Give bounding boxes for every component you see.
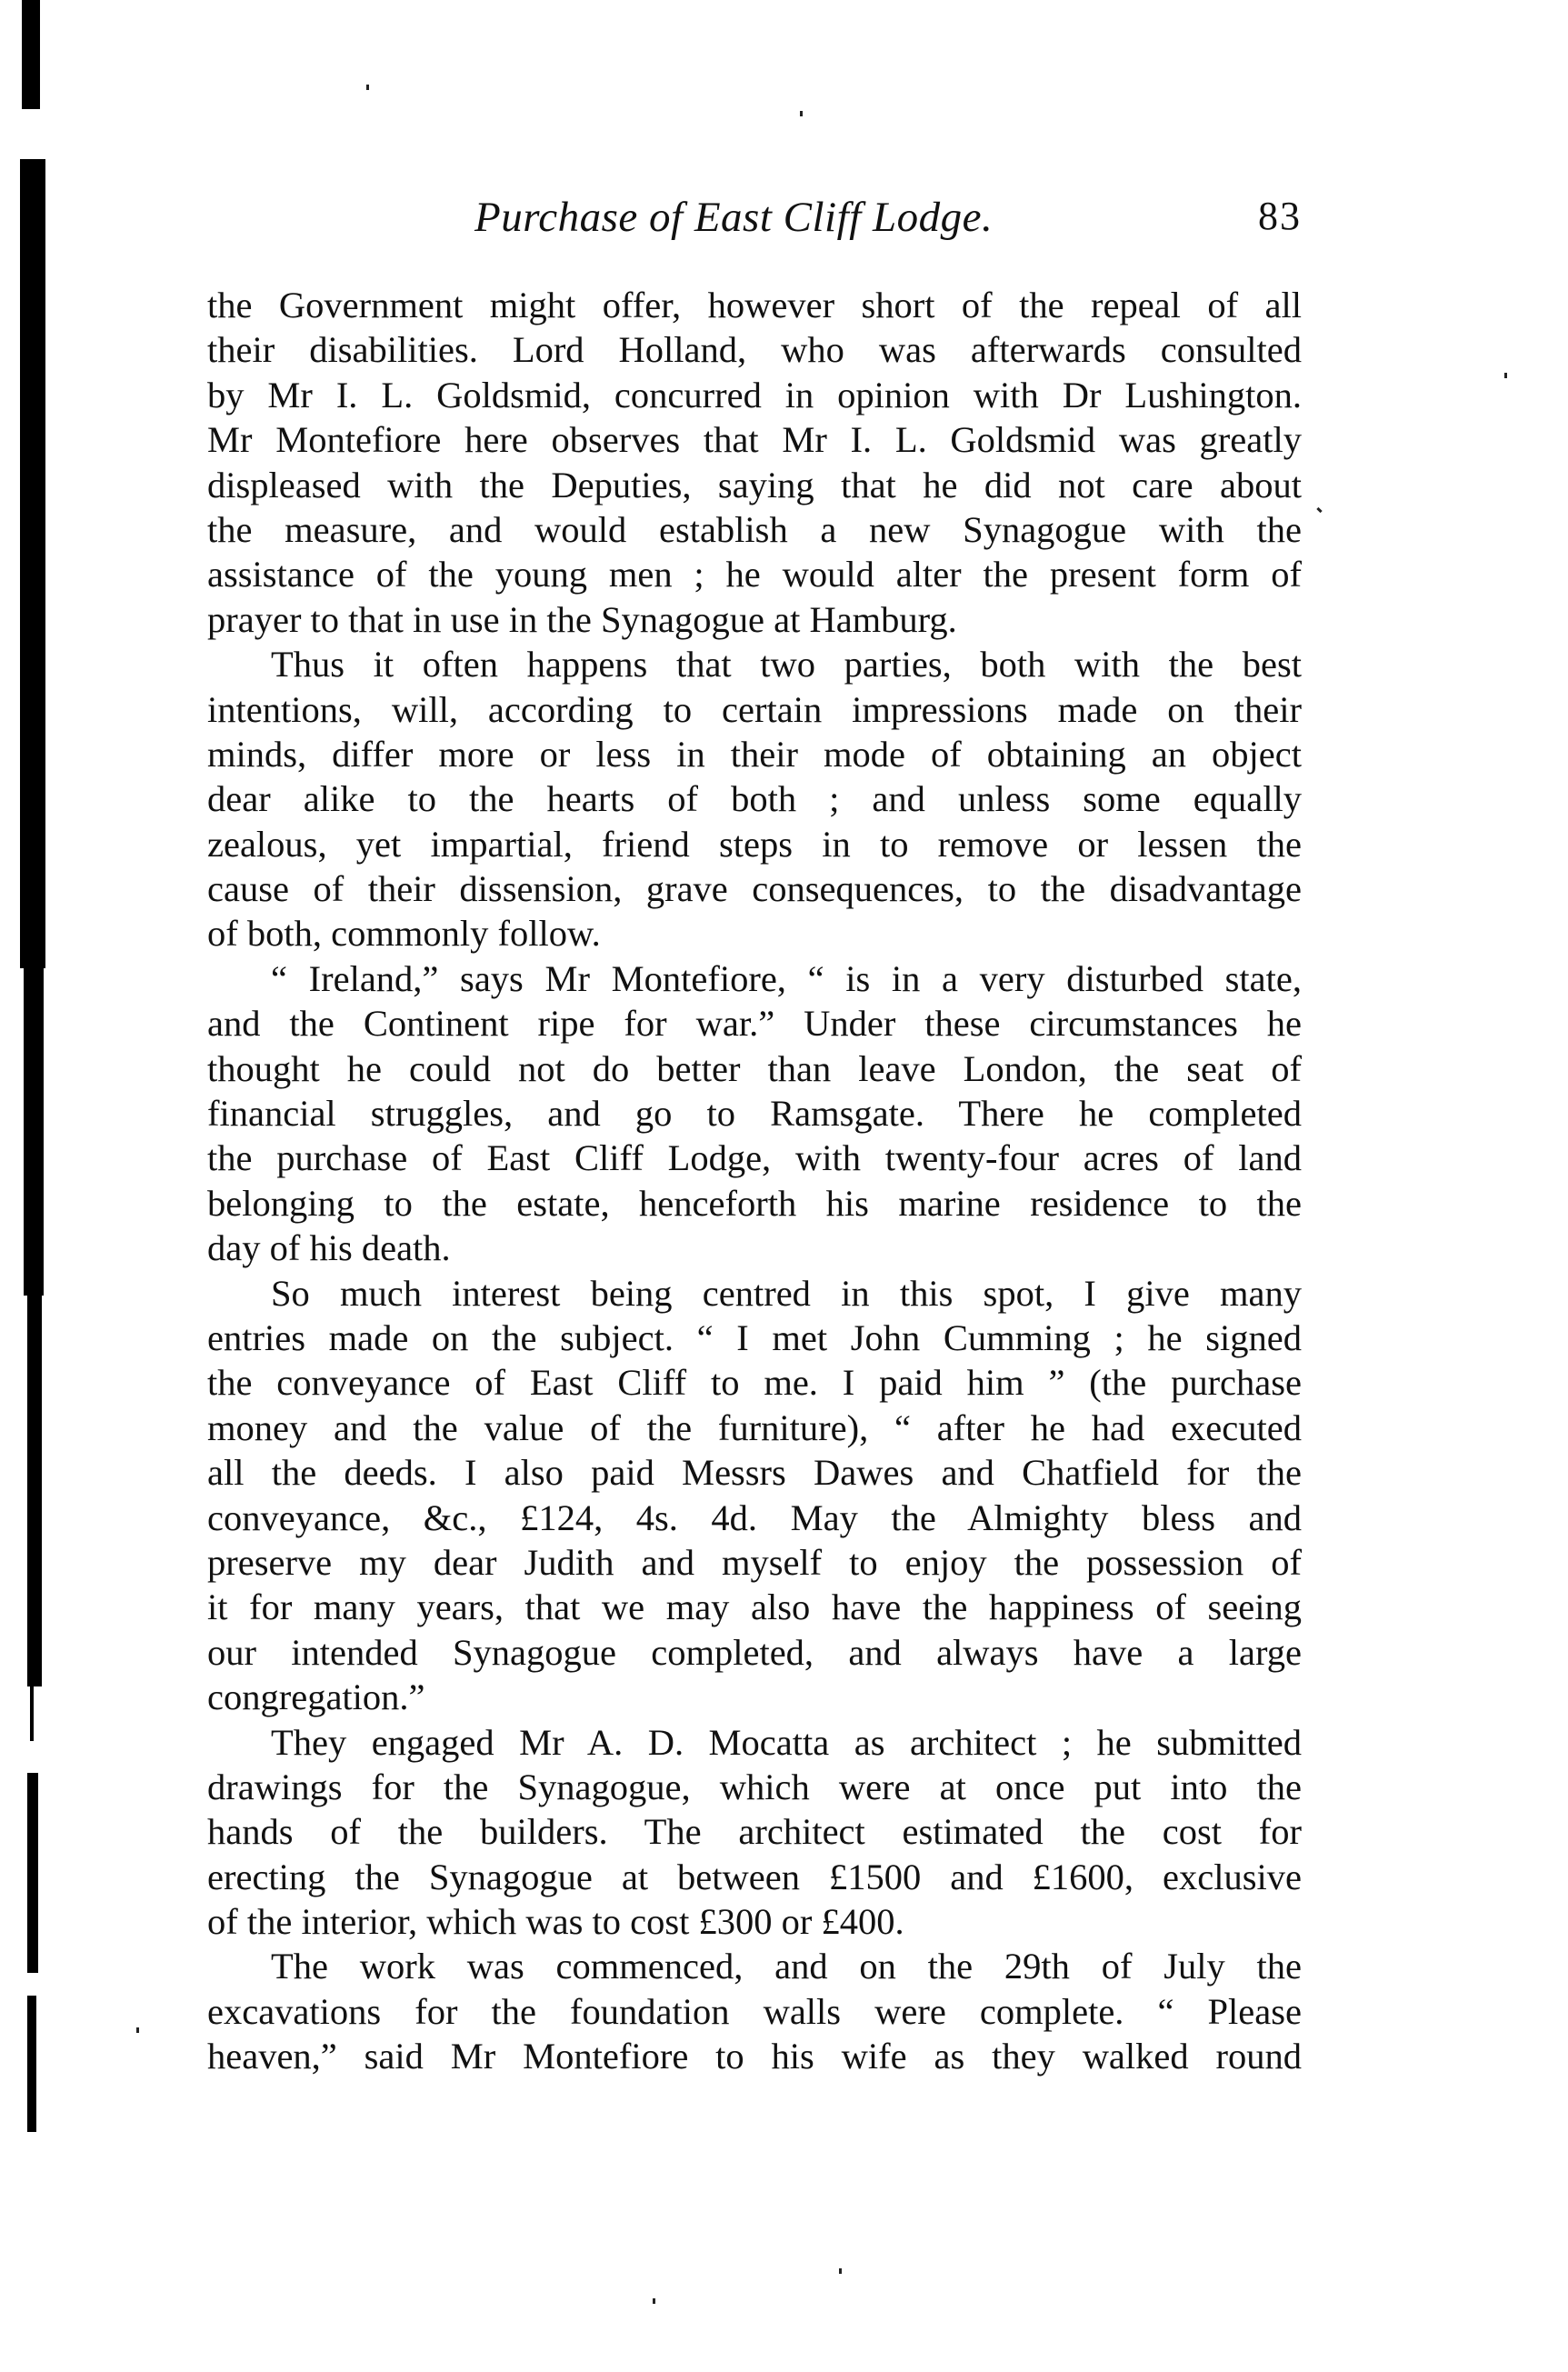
text-line: prayer to that in use in the Synagogue at Hamburg. [207, 598, 957, 640]
text-line: Mr Montefiore here observes that Mr I. L. Goldsmid was greatly [207, 419, 1302, 461]
text-line: and the Continent ripe for war.” Under these circumstances he [207, 1003, 1302, 1045]
text-line: excavations for the foundation walls were complete. “ Please [207, 1990, 1302, 2032]
scan-speck [136, 2027, 139, 2033]
text-line: the measure, and would establish a new Synagogue with the [207, 508, 1302, 550]
text-line: Thus it often happens that two parties, both with the best [271, 644, 1302, 686]
binding-edge-shadow [30, 1686, 34, 1741]
text-line: intentions, will, according to certain impressions made on their [207, 688, 1302, 730]
binding-edge-shadow [20, 159, 45, 968]
paragraph [207, 956, 1302, 1271]
running-title: Purchase of East Cliff Lodge. [474, 194, 994, 241]
paragraph [207, 1271, 1302, 1720]
scan-speck [839, 2268, 842, 2274]
text-line: by Mr I. L. Goldsmid, concurred in opinion with Dr Lushington. [207, 374, 1302, 415]
paragraph [207, 1944, 1302, 2078]
scan-speck [366, 85, 369, 90]
text-line: drawings for the Synagogue, which were at once put into the [207, 1766, 1302, 1807]
scan-speck [1504, 373, 1507, 378]
binding-edge-shadow [22, 0, 40, 109]
text-line: assistance of the young men ; he would alter the present form of [207, 554, 1302, 596]
text-line: thought he could not do better than leave London, the seat of [207, 1047, 1302, 1089]
text-line: the conveyance of East Cliff to me. I paid him ” (the purchase [207, 1362, 1302, 1404]
text-line: of the interior, which was to cost £300 or £400. [207, 1901, 904, 1943]
text-line: all the deeds. I also paid Messrs Dawes and Chatfield for the [207, 1452, 1302, 1494]
text-line: dear alike to the hearts of both ; and unless some equally [207, 778, 1302, 820]
text-line: erecting the Synagogue at between £1500 and £1600, exclusive [207, 1856, 1302, 1897]
text-line: the Government might offer, however short of the repeal of all [207, 285, 1302, 325]
text-line: belonging to the estate, henceforth his marine residence to the [207, 1182, 1302, 1224]
running-head [207, 193, 1302, 247]
text-line: the purchase of East Cliff Lodge, with twenty-four acres of land [207, 1137, 1302, 1179]
paragraph [207, 1720, 1302, 1945]
paragraph [207, 283, 1302, 642]
text-line: conveyance, &c., £124, 4s. 4d. May the Almighty bless and [207, 1496, 1302, 1538]
text-line: So much interest being centred in this spot, I give many [271, 1272, 1302, 1314]
text-line: hands of the builders. The architect estimated the cost for [207, 1811, 1302, 1853]
scan-speck [800, 111, 803, 116]
text-line: financial struggles, and go to Ramsgate. There he completed [207, 1093, 1302, 1135]
text-line: entries made on the subject. “ I met John Cumming ; he signed [207, 1316, 1302, 1358]
binding-edge-shadow [27, 1996, 36, 2132]
text-line: The work was commenced, and on the 29th of July the [271, 1946, 1302, 1987]
binding-edge-shadow [27, 1773, 38, 1973]
text-line: their disabilities. Lord Holland, who was afterwards consulted [207, 329, 1302, 371]
text-line: preserve my dear Judith and myself to enjoy the possession of [207, 1541, 1302, 1583]
text-line: cause of their dissension, grave consequences, to the disadvantage [207, 868, 1302, 910]
text-line: minds, differ more or less in their mode of obtaining an object [207, 733, 1302, 775]
text-line: money and the value of the furniture), “ after he had executed [207, 1406, 1302, 1448]
text-line: “ Ireland,” says Mr Montefiore, “ is in a very disturbed state, [271, 957, 1302, 999]
text-line: They engaged Mr A. D. Mocatta as architect ; he submitted [271, 1721, 1302, 1763]
text-line: displeased with the Deputies, saying that he did not care about [207, 464, 1302, 505]
page-number: 83 [1258, 194, 1302, 238]
text-line: congregation.” [207, 1676, 425, 1718]
text-line: of both, commonly follow. [207, 913, 601, 955]
text-line: our intended Synagogue completed, and always have a large [207, 1631, 1302, 1673]
text-line: it for many years, that we may also have the happiness of seeing [207, 1586, 1302, 1628]
binding-edge-shadow [27, 1296, 42, 1686]
binding-edge-shadow [24, 968, 44, 1296]
body-text [207, 283, 1302, 2079]
text-line: day of his death. [207, 1227, 451, 1269]
text-line: zealous, yet impartial, friend steps in to remove or lessen the [207, 823, 1302, 865]
scan-speck [653, 2298, 655, 2304]
scan-speck [1316, 507, 1322, 513]
text-line: heaven,” said Mr Montefiore to his wife as they walked round [207, 2036, 1302, 2077]
paragraph [207, 642, 1302, 956]
